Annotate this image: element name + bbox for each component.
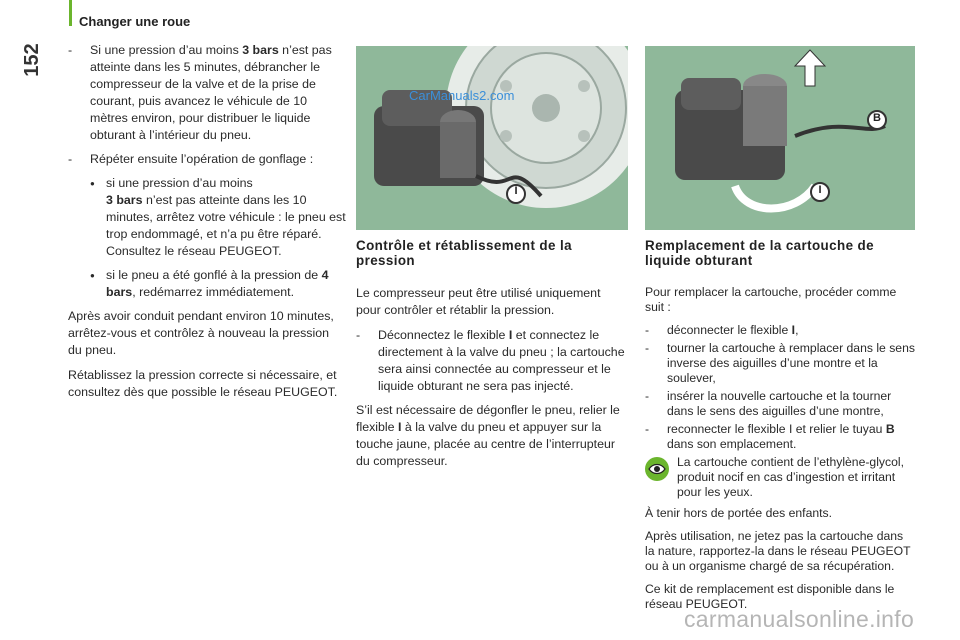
column-left (68, 42, 346, 409)
paragraph: À tenir hors de portée des enfants. (645, 506, 832, 520)
eye-warning-icon (645, 457, 669, 481)
paragraph: S’il est nécessaire de dégonfler le pneu, relier le flexible I à la valve du pneu et appuyer sur la touche jaune, placée au centre de l’interrupteur du compresseur. (356, 403, 620, 468)
sub-list-item: ● si une pression d’au moins 3 bars n’est pas atteinte dans les 10 minutes, arrêtez votre véhicule : le pneu est trop endommagé, et n’a pu être réparé. Consultez le réseau PEUGEOT. (68, 175, 346, 260)
watermark-bottom: carmanualsonline.info (684, 606, 915, 632)
list-item: - reconnecter le flexible I et relier le tuyau B dans son emplacement. (645, 422, 915, 452)
list-item: - Déconnectez le flexible I et connectez le directement à la valve du pneu ; la cartouche sera ainsi connectée au compresseur et le liquide obturant ne sera pas injecté. (356, 327, 628, 395)
column-middle (356, 238, 628, 478)
paragraph: Ce kit de remplacement est disponible dans le réseau PEUGEOT. (645, 582, 895, 611)
cartridge-drawing (645, 46, 915, 230)
label-flexible-i: I (818, 184, 822, 196)
list-item: - Si une pression d’au moins 3 bars n’est pas atteinte dans les 5 minutes, débrancher le compresseur de la valve et de la prise de courant, puis avancez le véhicule de 10 mètres environ, pour distribuer le liquide obturant à l’intérieur du pneu. (68, 42, 346, 144)
label-tube-b: B (873, 112, 881, 124)
paragraph: Après avoir conduit pendant environ 10 minutes, arrêtez-vous et contrôlez à nouveau la pression du pneu. (68, 309, 334, 357)
running-title: Changer une roue (79, 14, 191, 29)
list-item: - tourner la cartouche à remplacer dans le sens inverse des aiguilles d’une montre et la soulever, (645, 341, 915, 386)
column-right (645, 238, 915, 620)
paragraph: Le compresseur peut être utilisé uniquement pour contrôler et rétablir la pression. (356, 286, 601, 317)
sub-list-item: ● si le pneu a été gonflé à la pression de 4 bars, redémarrez immédiatement. (68, 267, 346, 301)
header-accent-bar (69, 0, 72, 26)
section-heading: Remplacement de la cartouche de liquide obturant (645, 238, 874, 268)
list-item: - Répéter ensuite l’opération de gonflage : (68, 151, 346, 168)
watermark-top: CarManuals2.com (409, 88, 515, 103)
paragraph: Pour remplacer la cartouche, procéder comme suit : (645, 285, 897, 314)
section-heading: Contrôle et rétablissement de la pression (356, 238, 572, 268)
label-flexible-i: I (514, 185, 518, 197)
list-item: - déconnecter le flexible I, (645, 323, 915, 338)
paragraph: Rétablissez la pression correcte si nécessaire, et consultez dès que possible le réseau PEUGEOT. (68, 368, 338, 399)
illustration-compressor-wheel (356, 46, 628, 230)
list-item: - insérer la nouvelle cartouche et la tourner dans le sens des aiguilles d’une montre, (645, 389, 915, 419)
paragraph: Après utilisation, ne jetez pas la cartouche dans la nature, rapportez-la dans le réseau PEUGEOT ou à un organisme chargé de sa récupération. (645, 529, 911, 573)
illustration-cartridge-replacement (645, 46, 915, 230)
compressor-wheel-drawing (356, 46, 628, 230)
warning-box (645, 455, 915, 500)
warning-text: La cartouche contient de l’ethylène-glycol, produit nocif en cas d’ingestion et irritant pour les yeux. (677, 455, 904, 499)
page-number: 152 (20, 43, 43, 77)
